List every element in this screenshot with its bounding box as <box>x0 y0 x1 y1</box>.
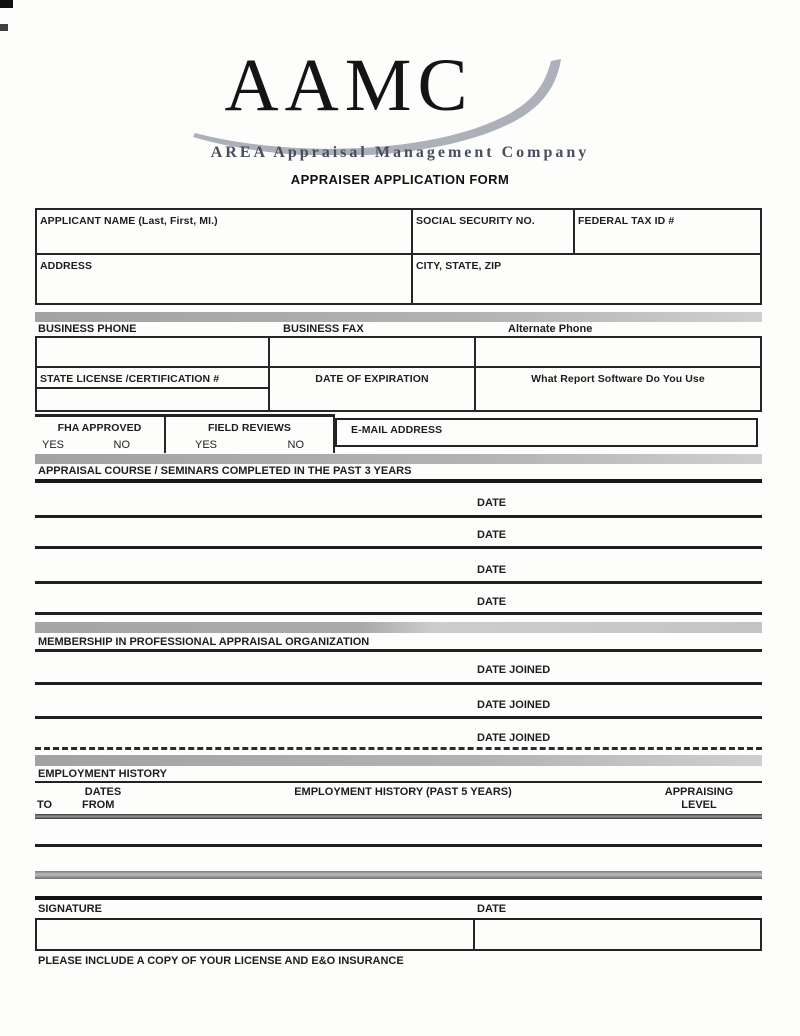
dates-column-header: DATES <box>84 786 122 798</box>
signature-box <box>35 918 762 951</box>
fha-no-option[interactable]: NO <box>113 439 130 451</box>
company-name: AREA Appraisal Management Company <box>210 144 590 161</box>
fha-approved-label: FHA APPROVED <box>57 422 142 434</box>
report-software-field[interactable] <box>476 368 760 410</box>
signature-date-field[interactable] <box>475 920 760 949</box>
section-divider-bar <box>35 312 762 322</box>
course-date-label: DATE <box>477 529 507 541</box>
employment-header-separator <box>35 814 762 819</box>
scan-artifact <box>0 0 13 8</box>
address-label: ADDRESS <box>40 260 93 272</box>
applicant-name-label: APPLICANT NAME (Last, First, MI.) <box>40 215 218 227</box>
signature-label: SIGNATURE <box>38 903 102 915</box>
employment-title-underline <box>35 781 762 783</box>
signature-section-topline <box>35 896 762 900</box>
employment-entry-line[interactable] <box>35 871 762 879</box>
signature-date-label: DATE <box>477 903 507 915</box>
state-license-field[interactable] <box>37 368 270 410</box>
employment-entry-line[interactable] <box>35 844 762 847</box>
date-of-expiration-field[interactable] <box>270 368 476 410</box>
business-phone-field[interactable] <box>37 338 270 366</box>
course-date-label: DATE <box>477 596 507 608</box>
to-label: TO <box>37 799 53 811</box>
business-phone-label: BUSINESS PHONE <box>38 323 137 335</box>
address-field[interactable] <box>37 255 413 303</box>
membership-entry-line[interactable] <box>35 682 762 685</box>
course-entry-line[interactable] <box>35 546 762 549</box>
ssn-label: SOCIAL SECURITY NO. <box>416 215 535 227</box>
membership-title-underline <box>35 649 762 652</box>
fha-field-reviews-row <box>35 414 335 453</box>
phone-license-table <box>35 336 762 412</box>
date-joined-label: DATE JOINED <box>477 664 551 676</box>
courses-title-underline <box>35 479 762 483</box>
scan-artifact <box>0 24 8 31</box>
applicant-name-field[interactable] <box>37 210 413 253</box>
field-reviews-no-option[interactable]: NO <box>287 439 304 451</box>
history-column-header: EMPLOYMENT HISTORY (PAST 5 YEARS) <box>294 786 512 798</box>
appraising-column-header: APPRAISING <box>664 786 734 798</box>
field-reviews-yes-option[interactable]: YES <box>195 439 218 451</box>
report-software-label: What Report Software Do You Use <box>531 373 705 385</box>
course-date-label: DATE <box>477 564 507 576</box>
course-entry-line[interactable] <box>35 612 762 615</box>
courses-section-title: APPRAISAL COURSE / SEMINARS COMPLETED IN THE PAST 3 YEARS <box>38 465 412 477</box>
federal-tax-id-field[interactable] <box>575 210 760 253</box>
logo-text: AAMC <box>224 44 474 127</box>
section-divider-bar <box>35 454 762 464</box>
date-joined-label: DATE JOINED <box>477 699 551 711</box>
course-entry-line[interactable] <box>35 515 762 518</box>
fha-approved-cell[interactable] <box>35 417 166 453</box>
membership-entry-line[interactable] <box>35 716 762 719</box>
employment-section-title: EMPLOYMENT HISTORY <box>38 768 167 780</box>
ssn-field[interactable] <box>413 210 575 253</box>
course-entry-line[interactable] <box>35 581 762 584</box>
signature-field[interactable] <box>37 920 475 949</box>
state-license-underline <box>37 387 268 389</box>
section-divider-bar <box>35 755 762 766</box>
alternate-phone-field[interactable] <box>476 338 760 366</box>
city-state-zip-field[interactable] <box>413 255 760 303</box>
date-of-expiration-label: DATE OF EXPIRATION <box>315 373 429 385</box>
field-reviews-cell[interactable] <box>166 417 335 453</box>
state-license-label: STATE LICENSE /CERTIFICATION # <box>40 373 220 385</box>
license-insurance-note: PLEASE INCLUDE A COPY OF YOUR LICENSE AND E&O INSURANCE <box>38 955 404 967</box>
applicant-info-table <box>35 208 762 305</box>
field-reviews-label: FIELD REVIEWS <box>208 422 291 434</box>
business-fax-field[interactable] <box>270 338 476 366</box>
from-label: FROM <box>82 799 115 811</box>
course-date-label: DATE <box>477 497 507 509</box>
city-state-zip-label: CITY, STATE, ZIP <box>416 260 502 272</box>
fha-yes-option[interactable]: YES <box>42 439 65 451</box>
federal-tax-id-label: FEDERAL TAX ID # <box>578 215 675 227</box>
business-fax-label: BUSINESS FAX <box>283 323 364 335</box>
level-label: LEVEL <box>681 799 717 811</box>
membership-entry-line[interactable] <box>35 747 762 750</box>
membership-section-title: MEMBERSHIP IN PROFESSIONAL APPRAISAL ORGANIZATION <box>38 636 370 648</box>
email-address-field[interactable] <box>335 418 758 447</box>
section-divider-bar <box>35 622 762 633</box>
alternate-phone-label: Alternate Phone <box>508 323 593 335</box>
form-title: APPRAISER APPLICATION FORM <box>290 172 510 187</box>
email-address-label: E-MAIL ADDRESS <box>351 424 443 436</box>
date-joined-label: DATE JOINED <box>477 732 551 744</box>
